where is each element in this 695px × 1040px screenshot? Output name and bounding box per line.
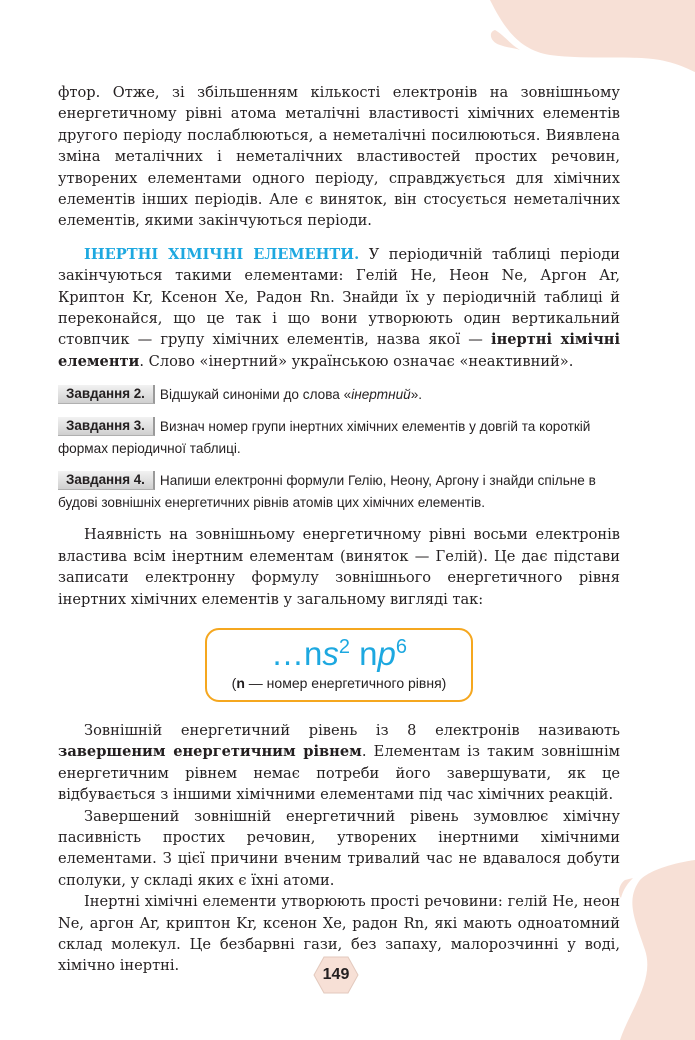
paragraph-inert-elements: ІНЕРТНІ ХІМІЧНІ ЕЛЕМЕНТИ. У періодичній таблиці періоди закінчуються такими елементами: Гелій He, Неон Ne, Аргон Ar, Криптон Kr, Ксенон Xe, Радон Rn. Знайди їх у періодичній таблиці й переконайся, що це так і що вони утворюють один вертикальний стовпчик — групу хімічних елементів, назва якої — інертні хімічні елементи. Слово «інертний» українською означає «неактивний». xyxy=(58,245,620,370)
formula-box xyxy=(205,628,473,702)
page-content xyxy=(58,82,620,977)
section-heading: ІНЕРТНІ ХІМІЧНІ ЕЛЕМЕНТИ. xyxy=(84,245,360,263)
paragraph-eight-electrons: Наявність на зовнішньому енергетичному рівні восьми електронів властива всім інертним елементам (виняток — Гелій). Це дає підстави записати електронну формулу зовнішнього енергетичного рівня інертних хімічних елементів у загальному вигляді так: xyxy=(58,526,620,608)
term-complete-level: завершеним енергетичним рівнем xyxy=(58,743,362,761)
task-label: Завдання 3. xyxy=(58,417,155,436)
task-2: Завдання 2. Відшукай синоніми до слова «інертний». xyxy=(58,384,620,406)
paragraph-passivity: Завершений зовнішній енергетичний рівень зумовлює хімічну пасивність простих речовин, утворених інертними хімічними елементами. З цієї причини вченим тривалий час не вдавалося добути сполуки, у складі яких є їхні атоми. xyxy=(58,807,620,889)
paragraph-complete-level: Зовнішній енергетичний рівень із 8 електронів називають завершеним енергетичним рівнем. Елементам із таким зовнішнім енергетичним рівнем немає потреби його завершувати, як це відбувається з іншими хімічними елементами під час хімічних реакцій. xyxy=(58,721,620,804)
term-inert-elements: інертні хімічні елементи xyxy=(58,331,620,370)
task-label: Завдання 4. xyxy=(58,471,155,490)
paragraph-intro: фтор. Отже, зі збільшенням кількості електронів на зовнішньому енергетичному рівні атома металічні властивості хімічних елементів другого періоду послаблюються, а неметалічні посилюються. Виявлена зміна металічних і неметалічних властивостей простих речовин, утворених елементами одного періоду, справджується для хімічних елементів інших періодів. Але є виняток, він стосується неметалічних елементів, якими закінчуються періоди. xyxy=(58,84,620,230)
formula-note: (n — номер енергетичного рівня) xyxy=(231,674,447,691)
page-number-badge xyxy=(312,955,360,995)
electron-formula: $\dots ns^2$ $np^6$ xyxy=(271,634,407,672)
task-4: Завдання 4. Напиши електронні формули Гелію, Неону, Аргону і знайди спільне в будові зовнішніх енергетичних рівнів атомів цих хімічних елементів. xyxy=(58,472,596,511)
paragraph-simple-substances: Інертні хімічні елементи утворюють прості речовини: гелій He, неон Ne, аргон Ar, криптон Kr, ксенон Xe, радон Rn, які мають одноатомний склад молекул. Це безбарвні гази, без запаху, малорозчинні у воді, хімічно інертні. xyxy=(58,893,620,975)
task-label: Завдання 2. xyxy=(58,385,155,404)
page-number: 149 xyxy=(322,966,350,983)
task-3: Завдання 3. Визнач номер групи інертних хімічних елементів у довгій та короткій формах періодичної таблиці. xyxy=(58,418,591,457)
decorative-blob-top-right xyxy=(480,0,695,80)
